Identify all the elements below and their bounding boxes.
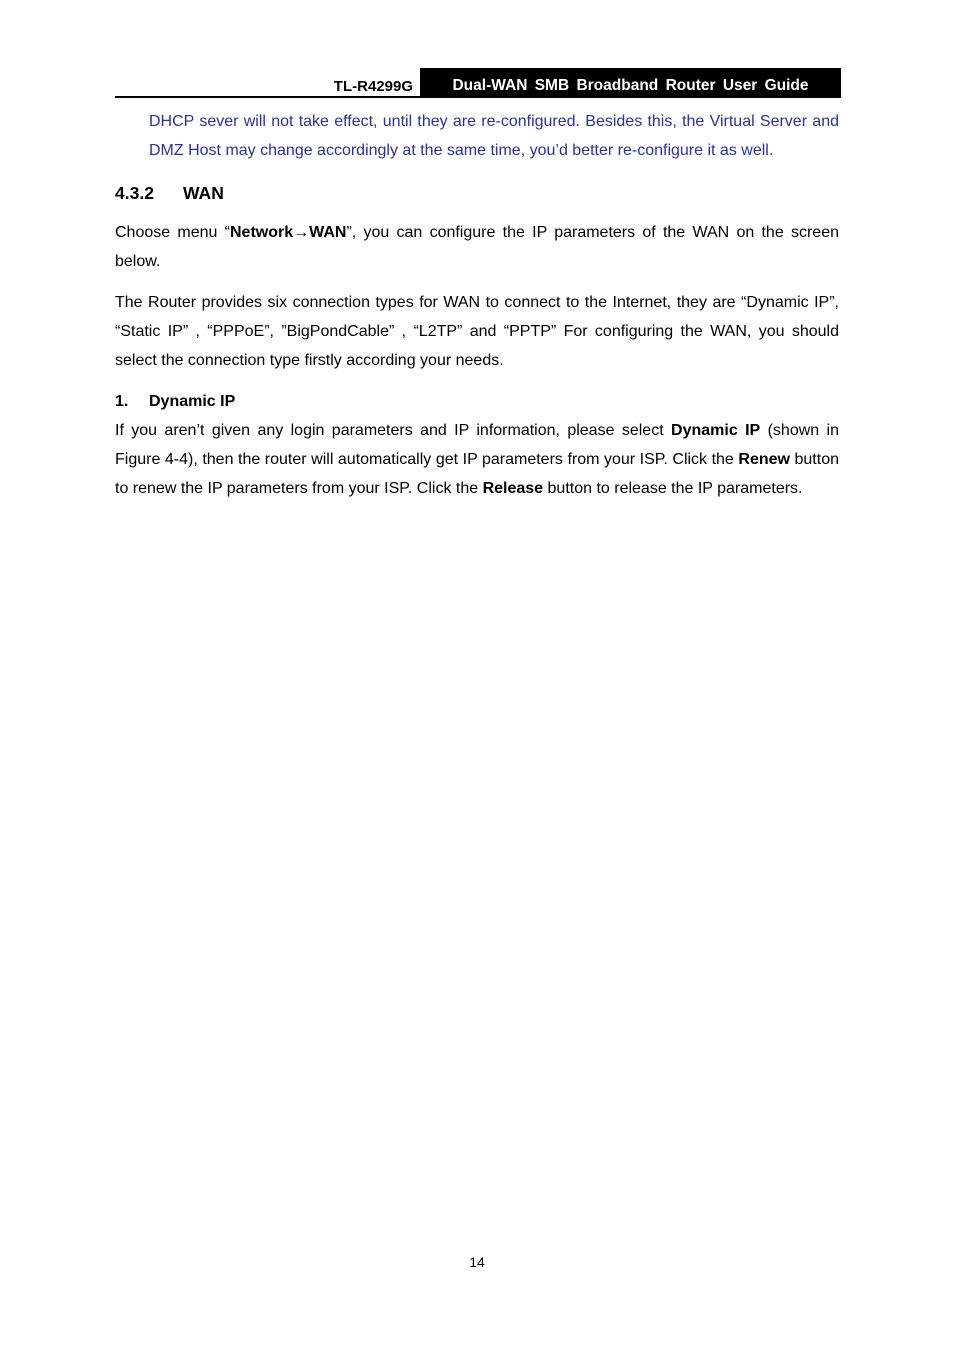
release-term: Release bbox=[482, 479, 544, 497]
page-number: 14 bbox=[469, 1254, 485, 1270]
dhcp-note: DHCP sever will not take effect, until they are re-configured. Besides this, the Virtual Server and DMZ Host may change accordingly at the same time, you’d better re-configure it as well. bbox=[149, 113, 839, 159]
dynamic-ip-text-1: If you aren’t given any login parameters and IP information, please select bbox=[115, 422, 672, 439]
header-rule bbox=[115, 96, 841, 98]
menu-paragraph bbox=[115, 219, 839, 277]
menu-network: Network bbox=[230, 224, 294, 241]
menu-wan: WAN bbox=[309, 224, 347, 241]
section-title: WAN bbox=[183, 183, 224, 203]
subsection-heading bbox=[115, 393, 235, 411]
menu-paragraph-text-1: Choose menu “ bbox=[115, 224, 230, 241]
dynamic-ip-text-2: (shown in Figure 4-4), then the router will automatically get IP parameters from your ISP. Click the bbox=[115, 422, 839, 468]
section-number: 4.3.2 bbox=[115, 183, 154, 203]
section-heading bbox=[115, 183, 224, 204]
dynamic-ip-paragraph bbox=[115, 417, 839, 503]
menu-paragraph-text-2: ”, you can configure the IP parameters of the WAN on the screen below. bbox=[115, 224, 840, 270]
header-title: Dual-WAN SMB Broadband Router User Guide bbox=[420, 68, 841, 98]
subsection-title: Dynamic IP bbox=[149, 393, 236, 410]
dynamic-ip-text-3: button to renew the IP parameters from your ISP. Click the bbox=[115, 450, 839, 497]
header-model: TL-R4299G bbox=[333, 78, 413, 95]
subsection-number: 1. bbox=[115, 393, 129, 410]
dynamic-ip-term: Dynamic IP bbox=[671, 422, 761, 439]
dynamic-ip-text-4: button to release the IP parameters. bbox=[543, 479, 803, 497]
menu-arrow: → bbox=[293, 224, 310, 241]
renew-term: Renew bbox=[738, 450, 790, 468]
page-header bbox=[115, 68, 841, 98]
connection-types-paragraph: The Router provides six connection types for WAN to connect to the Internet, they are “Dynamic IP”, “Static IP” , “PPPoE”, ”BigPondCable” , “L2TP” and “PPTP” For configuring the WAN, you should select the connection type firstly according your needs. bbox=[115, 294, 839, 369]
